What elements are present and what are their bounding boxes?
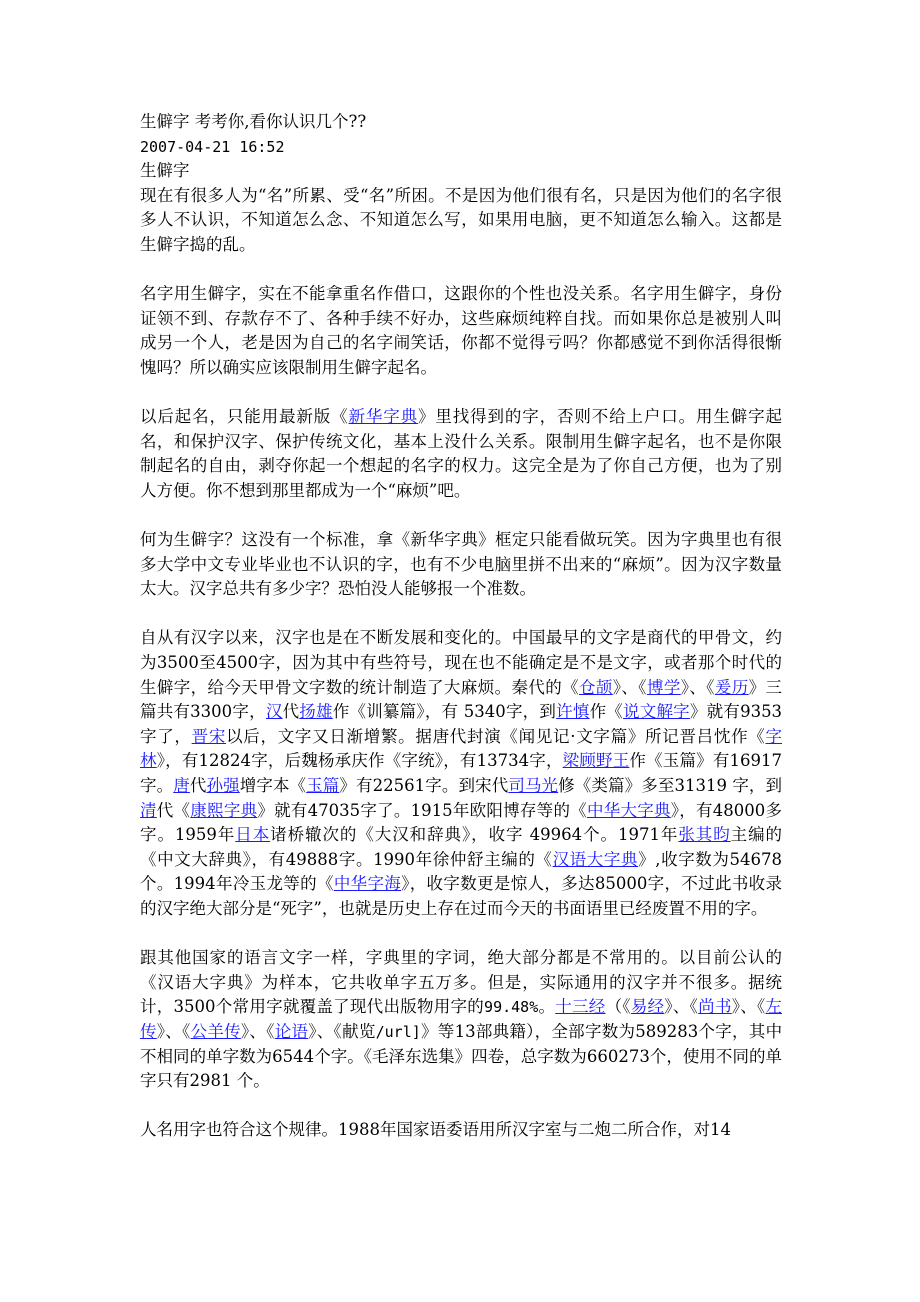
text: 》有22561字。到宋代 — [339, 776, 509, 796]
paragraph-5 — [140, 626, 782, 921]
link-qing[interactable]: 清 — [140, 800, 157, 820]
link-zhangqiyun[interactable]: 张其昀 — [678, 825, 731, 845]
text: 》、《 — [680, 677, 715, 697]
link-simaguang[interactable]: 司马光 — [508, 776, 559, 796]
link-xinhua-dictionary[interactable]: 新华字典 — [348, 407, 418, 427]
paragraph-3 — [140, 405, 782, 503]
text: 》，有48000多字。1959年 — [140, 800, 783, 845]
link-japan[interactable]: 日本 — [235, 825, 271, 845]
text: 作《 — [589, 702, 624, 722]
text: 修《类篇》多至31319 字，到 — [558, 776, 783, 796]
post-datetime: 2007-04-21 16:52 — [140, 137, 285, 156]
link-yangxiong[interactable]: 扬雄 — [299, 702, 333, 722]
text: 》、《 — [240, 1021, 275, 1041]
text-percentage: 99.48% — [484, 998, 539, 1017]
link-shangshu[interactable]: 尚书 — [698, 997, 732, 1017]
link-hanyu-dazidian[interactable]: 汉语大字典 — [552, 849, 639, 869]
text: 》、《 — [612, 677, 647, 697]
text: 》等13部典籍），全部字数为589283个字，其中不相同的单字数为6544个字。《毛泽东选集》四卷，总字数为660273个，使用不同的单字只有2981 个。 — [140, 1021, 783, 1091]
text: 》、《 — [731, 997, 766, 1017]
text: 》就有9353字了， — [140, 702, 783, 746]
link-sunqiang[interactable]: 孙强 — [206, 776, 240, 796]
text: 跟其他国家的语言文字一样，字典里的字词，绝大部分都是不常用的。以目前公认的《汉语大字典》为样本，它共收单字五万多。但是，实际通用的汉字并不很多。据统计，3500个常用字就覆盖了现代出版物用字的 — [140, 948, 782, 1017]
text: 自从有汉字以来，汉字也是在不断发展和变化的。中国最早的文字是商代的甲骨文，约为3500至4500字，因为其中有些符号，现在也不能确定是不是文字，或者那个时代的生僻字，给今天甲骨文字数的统计制造了大麻烦。秦代的《 — [140, 628, 782, 697]
link-lunyu[interactable]: 论语 — [274, 1021, 309, 1041]
text: 作《训纂篇》，有 5340字，到 — [332, 702, 557, 722]
link-yuanli[interactable]: 爰历 — [714, 677, 749, 697]
text: 。 — [538, 997, 556, 1017]
text: 代 — [282, 702, 300, 722]
link-yijing[interactable]: 易经 — [630, 997, 665, 1017]
text: 》，收字数更是惊人，多达85000字，不过此书收录的汉字绝大部分是“死字”，也就是历史上存在过而今天的书面语里已经废置不用的字。 — [140, 874, 782, 918]
text: 增字本《 — [239, 776, 307, 796]
text: 》,收字数为54678个。1994年冷玉龙等的《 — [140, 849, 783, 894]
text: 诸桥辙次的《大汉和辞典》，收字 49964个。1971年 — [270, 825, 679, 845]
link-shuowen-jiezi[interactable]: 说文解字 — [623, 702, 690, 722]
link-kangxi-dictionary[interactable]: 康熙字典 — [190, 800, 258, 820]
link-zhonghua-zihai[interactable]: 中华字海 — [333, 874, 402, 894]
text: 》、《 — [664, 997, 699, 1017]
text: 作《玉篇》有16917字。 — [140, 751, 783, 796]
document-body — [140, 110, 782, 1168]
link-tang[interactable]: 唐 — [173, 776, 190, 796]
text-url-tag: /url] — [375, 1022, 421, 1041]
link-cangjie[interactable]: 仓颉 — [579, 677, 613, 697]
link-gongyangzhuan[interactable]: 公羊传 — [190, 1021, 241, 1041]
text: 以后，文字又日渐增繁。据唐代封演《闻见记·文字篇》所记晋吕忱作《 — [226, 726, 766, 746]
link-liang-guyewang[interactable]: 梁顾野王 — [562, 751, 630, 771]
paragraph-1: 现在有很多人为“名”所累、受“名”所困。不是因为他们很有名，只是因为他们的名字很多人不认识，不知道怎么念、不知道怎么写，如果用电脑，更不知道怎么输入。这都是生僻字捣的乱。 — [140, 185, 782, 254]
link-xushen[interactable]: 许慎 — [556, 702, 590, 722]
link-han[interactable]: 汉 — [265, 702, 283, 722]
text: 》、《献览 — [308, 1021, 376, 1041]
link-yupian[interactable]: 玉篇 — [306, 776, 340, 796]
section-heading: 生僻字 — [140, 161, 190, 181]
link-boxue[interactable]: 博学 — [646, 677, 681, 697]
link-zilin[interactable]: 字林 — [140, 726, 783, 771]
text: 以后起名，只能用最新版《 — [140, 407, 349, 427]
page-title: 生僻字 考考你,看你认识几个?? — [140, 112, 367, 131]
text: 》、《 — [156, 1021, 191, 1041]
text: 》就有47035字了。1915年欧阳博存等的《 — [257, 800, 587, 820]
text: 》三篇共有3300字， — [140, 677, 783, 722]
link-zuozhuan[interactable]: 左传 — [140, 997, 782, 1041]
paragraph-7: 人名用字也符合这个规律。1988年国家语委语用所汉字室与二炮二所合作，对14 — [140, 1120, 731, 1140]
text: 》，有12824字，后魏杨承庆作《字统》，有13734字， — [156, 751, 563, 771]
text: （《 — [605, 997, 631, 1017]
paragraph-6 — [140, 946, 782, 1094]
link-zhonghua-dazidian[interactable]: 中华大字典 — [586, 800, 671, 820]
text: 主编的《中文大辞典》，有49888字。1990年徐仲舒主编的《 — [140, 825, 783, 869]
text: 代《 — [156, 800, 191, 820]
text: 代 — [189, 776, 207, 796]
link-shisanjing[interactable]: 十三经 — [555, 997, 606, 1017]
link-jinsong[interactable]: 晋宋 — [191, 726, 227, 746]
text: 》里找得到的字，否则不给上户口。用生僻字起名，和保护汉字、保护传统文化，基本上没什么关系。限制用生僻字起名，也不是你限制起名的自由，剥夺你起一个想起的名字的权力。这完全是为了你自己方便，也为了别人方便。你不想到那里都成为一个“麻烦”吧。 — [140, 407, 782, 500]
paragraph-2: 名字用生僻字，实在不能拿重名作借口，这跟你的个性也没关系。名字用生僻字，身份证领不到、存款存不了、各种手续不好办，这些麻烦纯粹自找。而如果你总是被别人叫成另一个人，老是因为自己的名字闹笑话，你都不觉得亏吗？你都感觉不到你活得很惭愧吗？所以确实应该限制用生僻字起名。 — [140, 284, 782, 377]
paragraph-4: 何为生僻字？这没有一个标准，拿《新华字典》框定只能看做玩笑。因为字典里也有很多大学中文专业毕业也不认识的字，也有不少电脑里拼不出来的“麻烦”。因为汉字数量太大。汉字总共有多少字？恐怕没人能够报一个准数。 — [140, 530, 782, 599]
